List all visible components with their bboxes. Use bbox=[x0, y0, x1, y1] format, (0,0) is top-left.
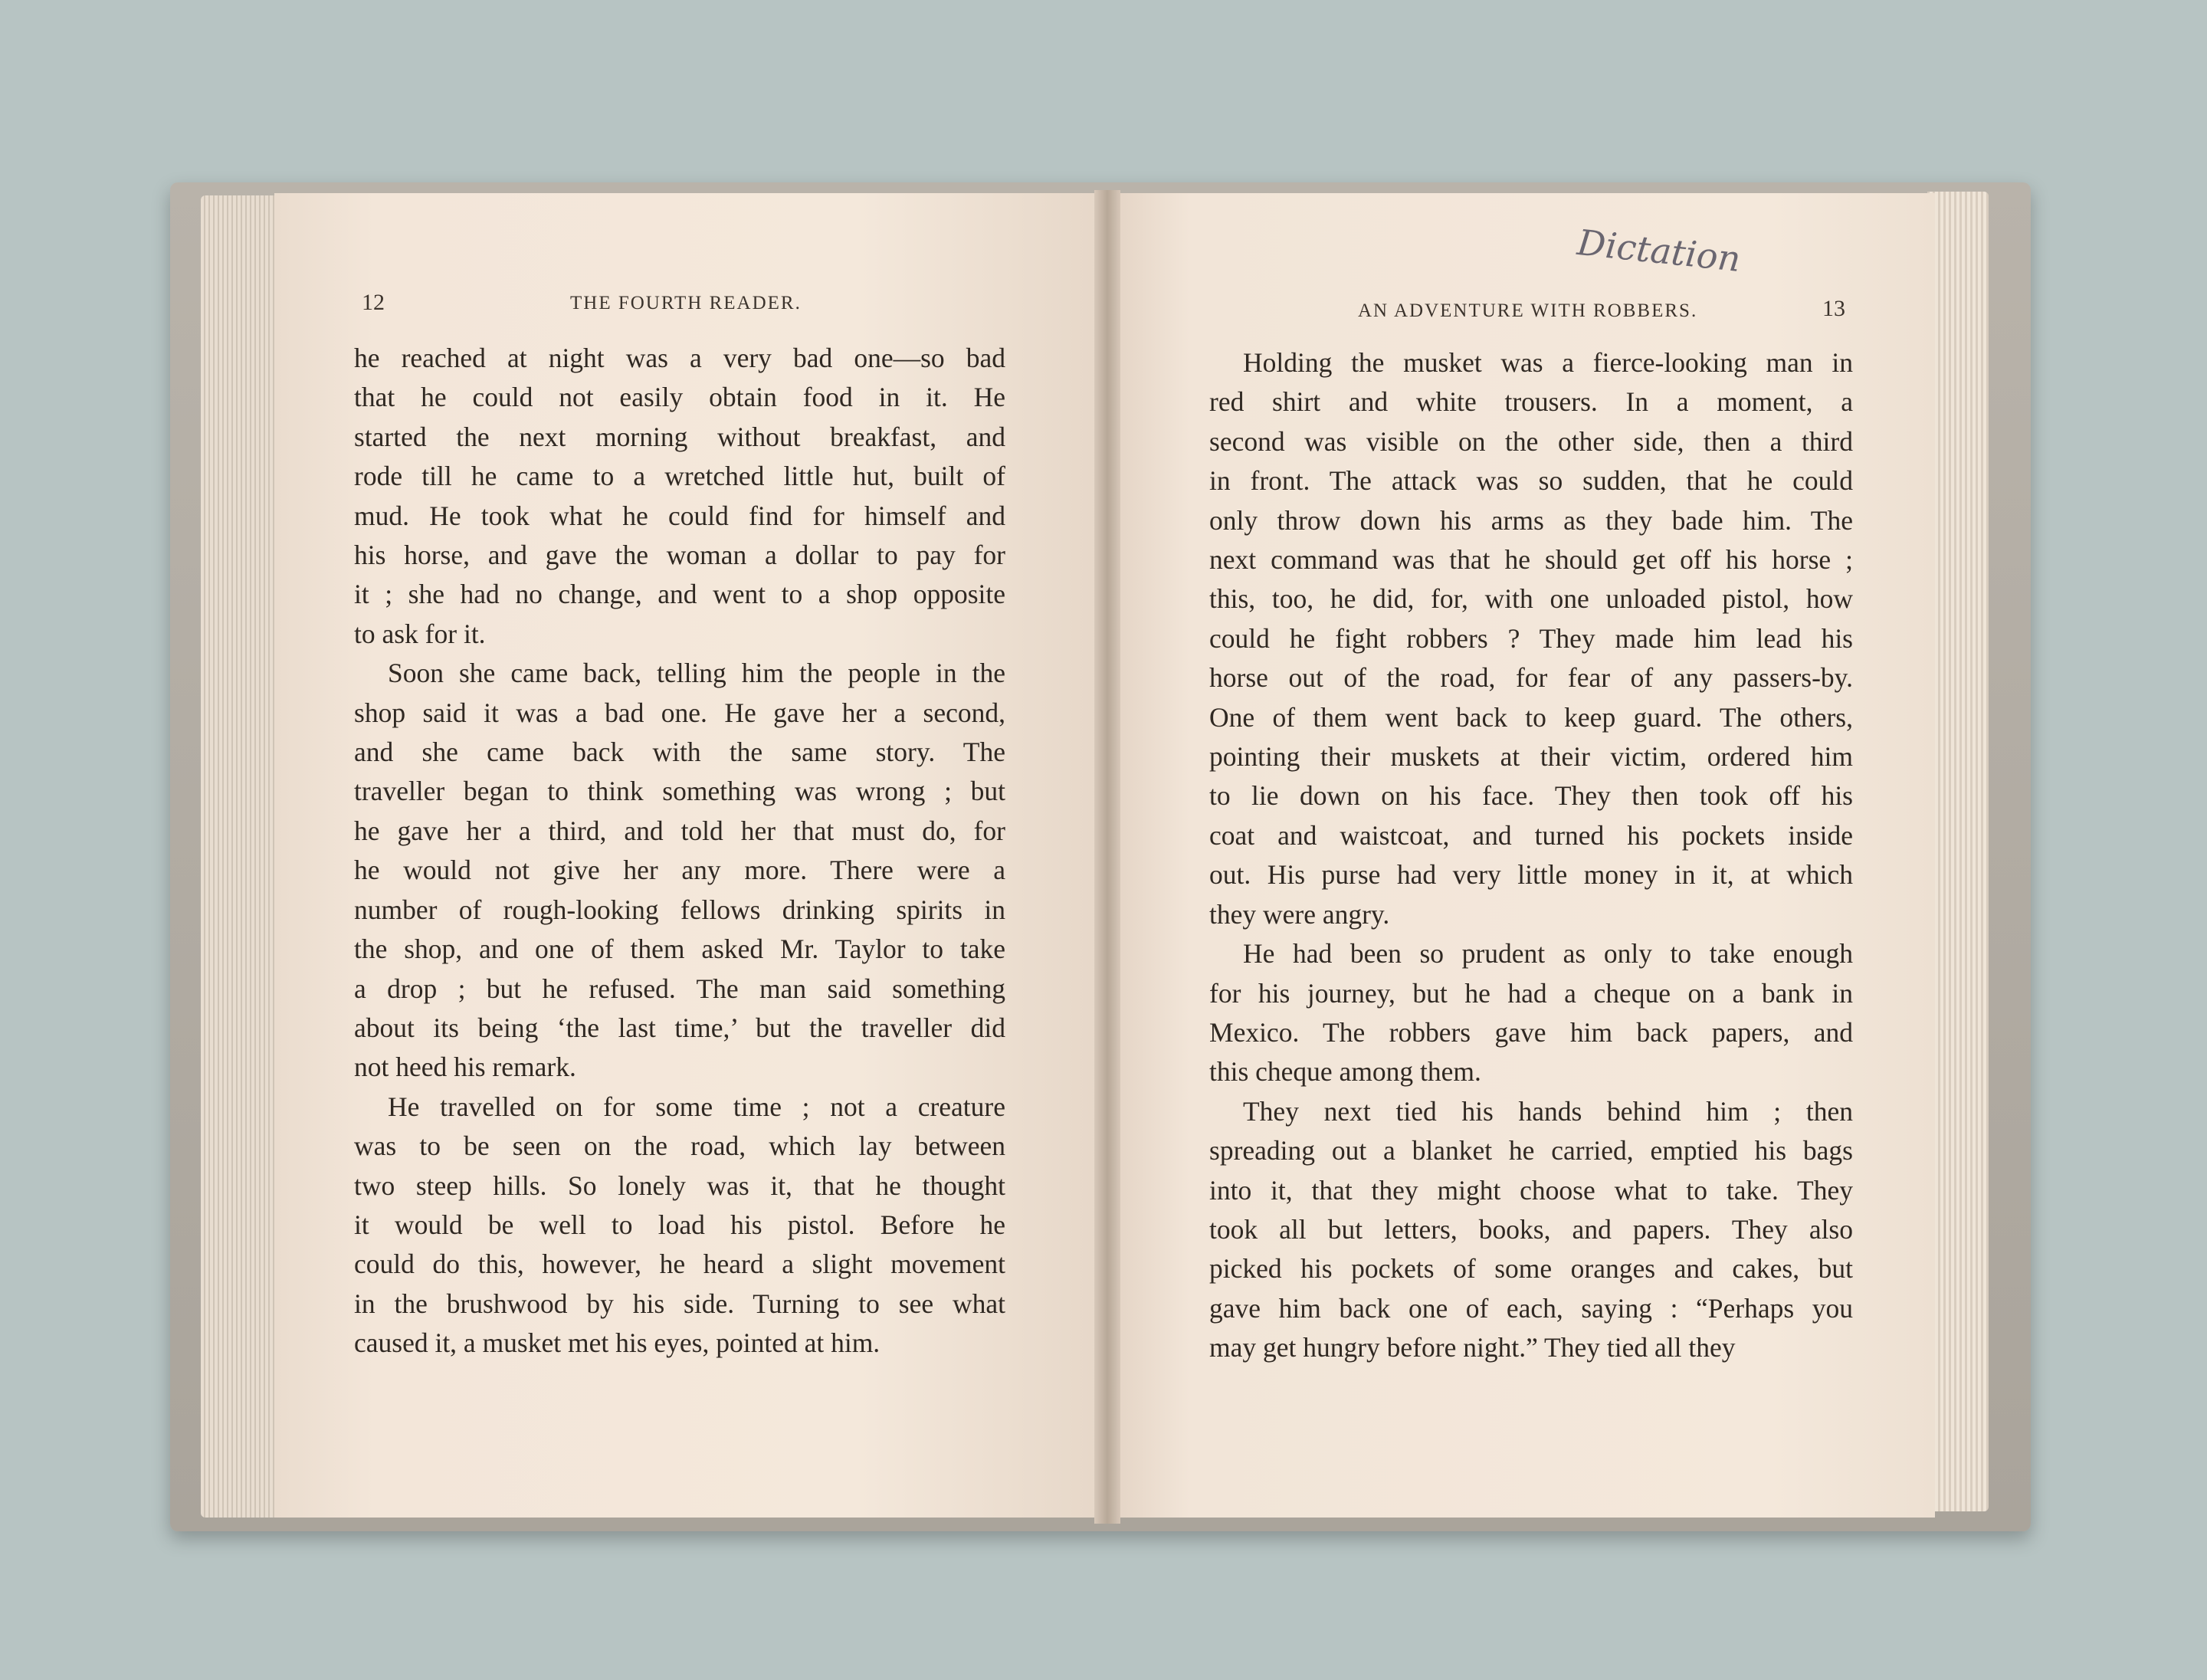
right-running-head: AN ADVENTURE WITH ROBBERS. bbox=[1358, 300, 1698, 321]
text-line: caused it, a musket met his eyes, pointed at him. bbox=[354, 1327, 881, 1359]
text-line: gave him back one of each, saying : “Perhaps you bbox=[1209, 1292, 1853, 1324]
right-page-edges bbox=[1927, 192, 1989, 1511]
text-line: this cheque among them. bbox=[1209, 1056, 1481, 1088]
text-line: Holding the musket was a fierce-looking man in bbox=[1243, 347, 1853, 378]
text-line: he would not give her any more. There were a bbox=[354, 855, 1005, 886]
left-page-number: 12 bbox=[362, 290, 385, 315]
text-line: about its being ‘the last time,’ but the traveller did bbox=[354, 1012, 1005, 1043]
text-line: was to be seen on the road, which lay between bbox=[354, 1130, 1005, 1162]
paragraph bbox=[1209, 1092, 1853, 1368]
text-line: started the next morning without breakfast, and bbox=[354, 421, 1005, 452]
text-line: and she came back with the same story. The bbox=[354, 737, 1005, 768]
text-line: could do this, however, he heard a slight movement bbox=[354, 1249, 1005, 1280]
text-line: He travelled on for some time ; not a creature bbox=[388, 1091, 1005, 1122]
text-line: traveller began to think something was wrong ; but bbox=[354, 776, 1005, 807]
text-line: pointing their muskets at their victim, ordered him bbox=[1209, 741, 1853, 773]
right-page-number: 13 bbox=[1822, 296, 1845, 321]
right-page-text bbox=[1209, 343, 1853, 1368]
text-line: a drop ; but he refused. The man said something bbox=[354, 973, 1005, 1004]
handwritten-note: Dictation bbox=[1575, 221, 1743, 281]
text-line: number of rough-looking fellows drinking spirits in bbox=[354, 894, 1005, 925]
text-line: They next tied his hands behind him ; then bbox=[1243, 1095, 1853, 1127]
text-line: his horse, and gave the woman a dollar to pay for bbox=[354, 540, 1005, 571]
text-line: that he could not easily obtain food in it. He bbox=[354, 382, 1005, 413]
text-line: mud. He took what he could find for himself and bbox=[354, 500, 1005, 531]
text-line: horse out of the road, for fear of any passers-by. bbox=[1209, 662, 1853, 694]
text-line: shop said it was a bad one. He gave her a second, bbox=[354, 697, 1005, 728]
paragraph bbox=[354, 654, 1005, 1087]
paragraph bbox=[354, 339, 1005, 654]
paragraph bbox=[1209, 934, 1853, 1092]
text-line: One of them went back to keep guard. The others, bbox=[1209, 701, 1853, 733]
text-line: to lie down on his face. They then took off his bbox=[1209, 780, 1853, 812]
text-line: they were angry. bbox=[1209, 898, 1390, 930]
text-line: took all but letters, books, and papers. They also bbox=[1209, 1213, 1853, 1245]
text-line: could he fight robbers ? They made him lead his bbox=[1209, 622, 1853, 654]
text-line: the shop, and one of them asked Mr. Taylor to take bbox=[354, 934, 1005, 965]
text-line: rode till he came to a wretched little hut, built of bbox=[354, 461, 1005, 492]
text-line: not heed his remark. bbox=[354, 1052, 576, 1083]
book-gutter bbox=[1094, 190, 1120, 1524]
text-line: it ; she had no change, and went to a shop opposite bbox=[354, 579, 1005, 610]
text-line: Mexico. The robbers gave him back papers, and bbox=[1209, 1016, 1853, 1048]
text-line: only throw down his arms as they bade him. The bbox=[1209, 504, 1853, 536]
text-line: into it, that they might choose what to take. They bbox=[1209, 1174, 1853, 1206]
text-line: for his journey, but he had a cheque on a bank in bbox=[1209, 977, 1853, 1009]
text-line: to ask for it. bbox=[354, 618, 486, 649]
text-line: in the brushwood by his side. Turning to see what bbox=[354, 1288, 1005, 1319]
text-line: second was visible on the other side, then a third bbox=[1209, 425, 1853, 457]
text-line: picked his pockets of some oranges and cakes, but bbox=[1209, 1253, 1853, 1285]
text-line: spreading out a blanket he carried, emptied his bags bbox=[1209, 1135, 1853, 1166]
text-line: may get hungry before night.” They tied all they bbox=[1209, 1332, 1736, 1363]
text-line: out. His purse had very little money in it, at which bbox=[1209, 859, 1853, 891]
text-line: this, too, he did, for, with one unloaded pistol, how bbox=[1209, 583, 1853, 615]
paragraph bbox=[354, 1088, 1005, 1363]
left-running-head: THE FOURTH READER. bbox=[570, 293, 802, 313]
text-line: red shirt and white trousers. In a moment, a bbox=[1209, 386, 1853, 418]
left-page-text bbox=[354, 339, 1005, 1363]
text-line: Soon she came back, telling him the people in the bbox=[388, 658, 1005, 689]
text-line: He had been so prudent as only to take enough bbox=[1243, 938, 1853, 970]
text-line: it would be well to load his pistol. Before he bbox=[354, 1209, 1005, 1240]
text-line: he reached at night was a very bad one—so bad bbox=[354, 343, 1005, 373]
text-line: two steep hills. So lonely was it, that he thought bbox=[354, 1170, 1005, 1201]
text-line: coat and waistcoat, and turned his pockets inside bbox=[1209, 819, 1853, 851]
text-line: he gave her a third, and told her that must do, for bbox=[354, 815, 1005, 846]
text-line: in front. The attack was so sudden, that he could bbox=[1209, 465, 1853, 497]
paragraph bbox=[1209, 343, 1853, 934]
text-line: next command was that he should get off his horse ; bbox=[1209, 544, 1853, 576]
